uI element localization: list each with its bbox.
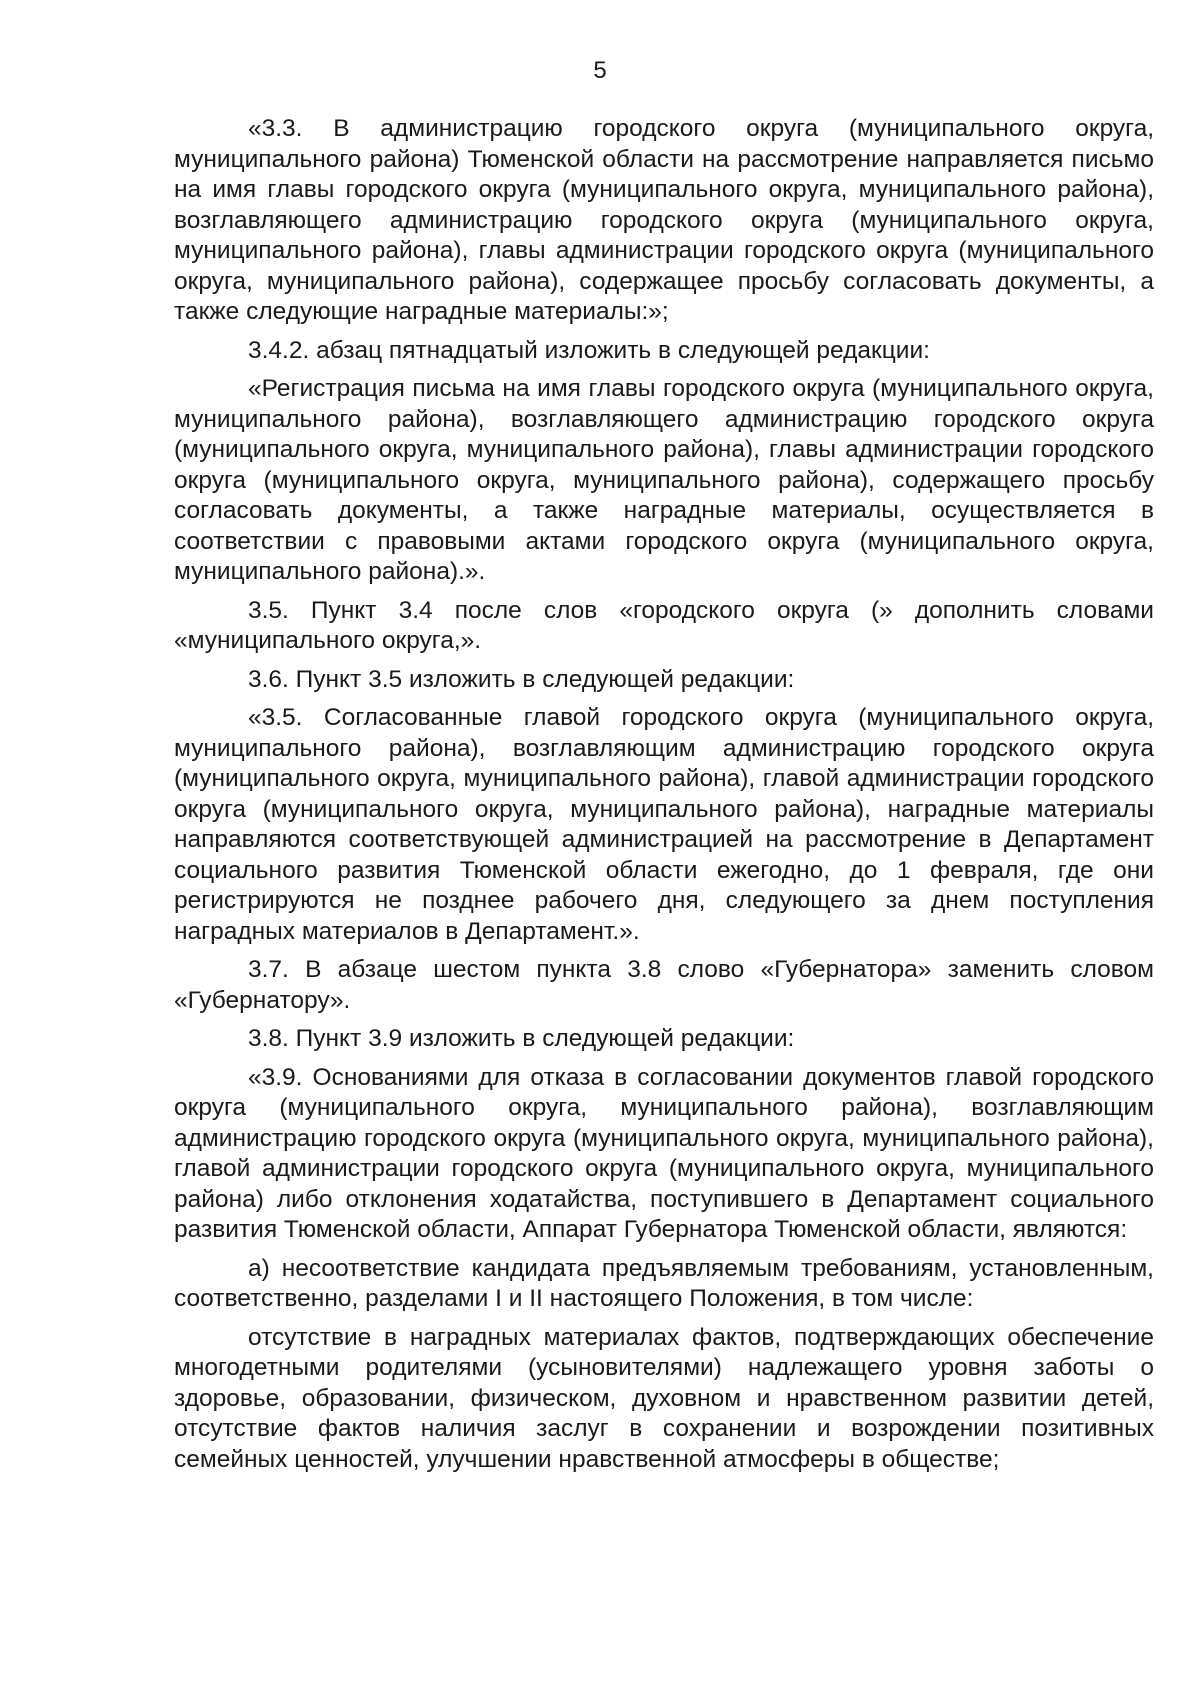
paragraph-3-3: «3.3. В администрацию городского округа (муниципального округа, муниципального района) Тюменской области на рассмотрение направляется письмо на имя главы городского округа (муниципального округа, муниципального района), возглавляющего администрацию городского округа (муниципального округа, муниципального района), главы администрации городского округа (муниципального округа, муниципального района), содержащее просьбу согласовать документы, а также следующие наградные материалы:»;	[174, 115, 1154, 325]
paragraph-3-5: 3.5. Пункт 3.4 после слов «городского округа (» дополнить словами «муниципального округа,».	[174, 596, 1154, 654]
paragraph-absence-of-facts: отсутствие в наградных материалах фактов, подтверждающих обеспечение многодетными родителями (усыновителями) надлежащего уровня заботы о здоровье, образовании, физическом, духовном и нравственном развитии детей, отсутствие фактов наличия заслуг в сохранении и возрождении позитивных семейных ценностей, улучшении нравственной атмосферы в обществе;	[174, 1323, 1154, 1473]
paragraph-new-3-9: «3.9. Основаниями для отказа в согласовании документов главой городского округа (муниципального округа, муниципального района), возглавляющим администрацию городского округа (муниципального округа, муниципального района), главой администрации городского округа (муниципального округа, муниципального района) либо отклонения ходатайства, поступившего в Департамент социального развития Тюменской области, Аппарат Губернатора Тюменской области, являются:	[174, 1063, 1154, 1243]
paragraph-item-a: а) несоответствие кандидата предъявляемым требованиям, установленным, соответственно, разделами I и II настоящего Положения, в том числе:	[174, 1254, 1154, 1312]
document-body	[174, 114, 1154, 1483]
paragraph-3-6: 3.6. Пункт 3.5 изложить в следующей редакции:	[248, 665, 795, 693]
paragraph-new-3-5: «3.5. Согласованные главой городского округа (муниципального округа, муниципального района), возглавляющим администрацию городского округа (муниципального округа, муниципального района), главой администрации городского округа (муниципального округа, муниципального района), наградные материалы направляются соответствующей администрацией на рассмотрение в Департамент социального развития Тюменской области ежегодно, до 1 февраля, где они регистрируются не позднее рабочего дня, следующего за днем поступления наградных материалов в Департамент.».	[174, 704, 1154, 945]
paragraph-3-4-2: 3.4.2. абзац пятнадцатый изложить в следующей редакции:	[248, 336, 930, 364]
paragraph-registration: «Регистрация письма на имя главы городского округа (муниципального округа, муниципального района), возглавляющего администрацию городского округа (муниципального округа, муниципального района), главы администрации городского округа (муниципального округа, муниципального района), содержащего просьбу согласовать документы, а также наградные материалы, осуществляется в соответствии с правовыми актами городского округа (муниципального округа, муниципального района).».	[174, 375, 1154, 585]
paragraph-3-8: 3.8. Пункт 3.9 изложить в следующей редакции:	[248, 1025, 795, 1052]
paragraph-3-7: 3.7. В абзаце шестом пункта 3.8 слово «Губернатора» заменить словом «Губернатору».	[174, 956, 1154, 1014]
page-number: 5	[593, 57, 607, 84]
